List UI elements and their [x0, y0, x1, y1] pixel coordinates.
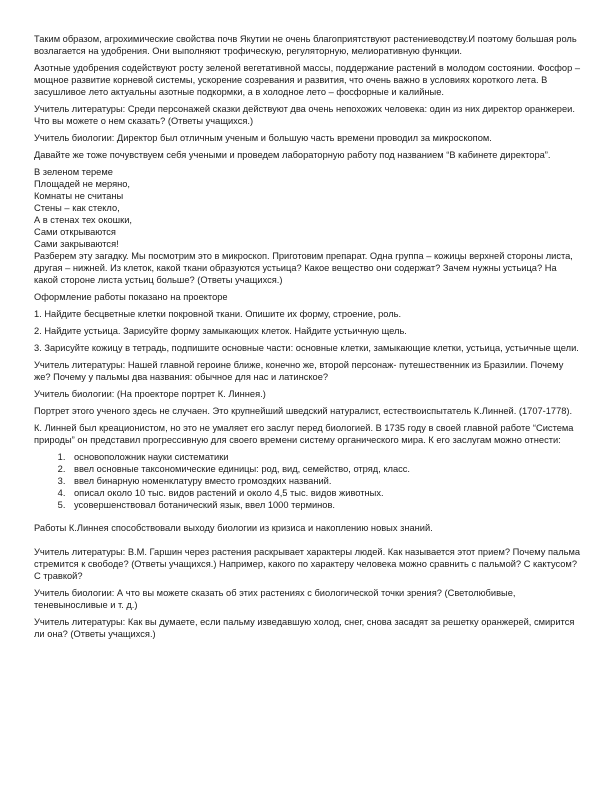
- paragraph-biology-teacher-2: Учитель биологии: (На проекторе портрет К. Линнея.): [34, 389, 266, 399]
- paragraph-biology-teacher-3: Учитель биологии: А что вы можете сказать об этих растениях с биологической точки зрения? (Светолюбивые, теневыносливые и т. д.): [34, 588, 516, 610]
- paragraph-literature-teacher-1: Учитель литературы: Среди персонажей сказки действуют два очень непохожих человека: один из них директор оранжереи. Что вы можете о нем сказать? (Ответы учащихся.): [34, 104, 575, 126]
- poem-line: Стены – как стекло,: [34, 203, 120, 213]
- task-2: 2. Найдите устьица. Зарисуйте форму замыкающих клеток. Найдите устьичную щель.: [34, 326, 407, 336]
- list-item: 1. основоположник науки систематики: [68, 451, 582, 463]
- merits-list: [34, 451, 582, 511]
- paragraph-literature-teacher-4: Учитель литературы: Как вы думаете, если пальму изведавшую холод, снег, снова засадят за решетку оранжерей, смирится ли она? (Ответы учащихся.): [34, 617, 575, 639]
- paragraph-linnaeus-merits: К. Линней был креационистом, но это не умаляет его заслуг перед биологией. В 1735 году в своей главной работе “Система природы” он представил прогрессивную для своего времени систему органического мира. К его заслугам можно отнести:: [34, 423, 574, 445]
- poem-line: Сами закрываются!: [34, 239, 119, 249]
- poem-line: В зеленом тереме: [34, 167, 113, 177]
- paragraph-agrochemistry: Таким образом, агрохимические свойства почв Якутии не очень благоприятствуют растениеводству.И поэтому большая роль возлагается на удобрения. Они выполняют трофическую, регуляторную, мелиоративную функции.: [34, 34, 577, 56]
- task-1: 1. Найдите бесцветные клетки покровной ткани. Опишите их форму, строение, роль.: [34, 309, 402, 319]
- paragraph-linnaeus-works: Работы К.Линнея способствовали выходу биологии из кризиса и накоплению новых знаний.: [34, 523, 433, 533]
- paragraph-biology-teacher-1: Учитель биологии: Директор был отличным ученым и большую часть времени проводил за микроскопом.: [34, 133, 492, 143]
- list-item: 5. усовершенствовал ботанический язык, ввел 1000 терминов.: [68, 499, 582, 511]
- task-3: 3. Зарисуйте кожицу в тетрадь, подпишите основные части: основные клетки, замыкающие клетки, устьица, устьичные щели.: [34, 343, 579, 353]
- poem-line: Комнаты не считаны: [34, 191, 124, 201]
- list-item: 2. ввел основные таксономические единицы: род, вид, семейство, отряд, класс.: [68, 463, 582, 475]
- riddle-poem: [34, 166, 582, 250]
- paragraph-fertilizers: Азотные удобрения содействуют росту зеленой вегетативной массы, поддержание растений в молодом состоянии. Фосфор – мощное развитие корневой системы, ускорение созревания и развития, что очень важно в условиях короткого лета. В засушливое лето актуальны азотные подкормки, а в холодное лето – фосфорные и калийные.: [34, 63, 581, 97]
- poem-line: А в стенах тех окошки,: [34, 215, 132, 225]
- document-page: [34, 33, 582, 645]
- poem-line: Площадей не меряно,: [34, 179, 131, 189]
- list-item: 3. ввел бинарную номенклатуру вместо громоздких названий.: [68, 475, 582, 487]
- paragraph-lab-intro: Давайте же тоже почувствуем себя учеными и проведем лабораторную работу под названием “В кабинете директора”.: [34, 150, 551, 160]
- paragraph-projector-note: Оформление работы показано на проекторе: [34, 292, 228, 302]
- list-item: 4. описал около 10 тыс. видов растений и около 4,5 тыс. видов животных.: [68, 487, 582, 499]
- paragraph-linnaeus-portrait: Портрет этого ученого здесь не случаен. Это крупнейший шведский натуралист, естествоиспытатель К.Линней. (1707-1778).: [34, 406, 573, 416]
- paragraph-literature-teacher-2: Учитель литературы: Нашей главной героине ближе, конечно же, второй персонаж- путешественник из Бразилии. Почему же? Почему у пальмы два названия: обычное для нас и латинское?: [34, 360, 564, 382]
- poem-line: Сами открываются: [34, 227, 116, 237]
- paragraph-literature-teacher-3: Учитель литературы: В.М. Гаршин через растения раскрывает характеры людей. Как называется этот прием? Почему пальма стремится к свободе? (Ответы учащихся.) Например, какого по характеру человека можно сравнить с пальмой? С кактусом? С травкой?: [34, 547, 581, 581]
- paragraph-riddle-analysis: Разберем эту загадку. Мы посмотрим это в микроскоп. Приготовим препарат. Одна группа – кожицы верхней стороны листа, другая – нижней. Из клеток, какой ткани образуются устьица? Какое вещество они содержат? Зачем нужны устьица? На какой стороне листа устьиц больше? (Ответы учащихся.): [34, 251, 573, 285]
